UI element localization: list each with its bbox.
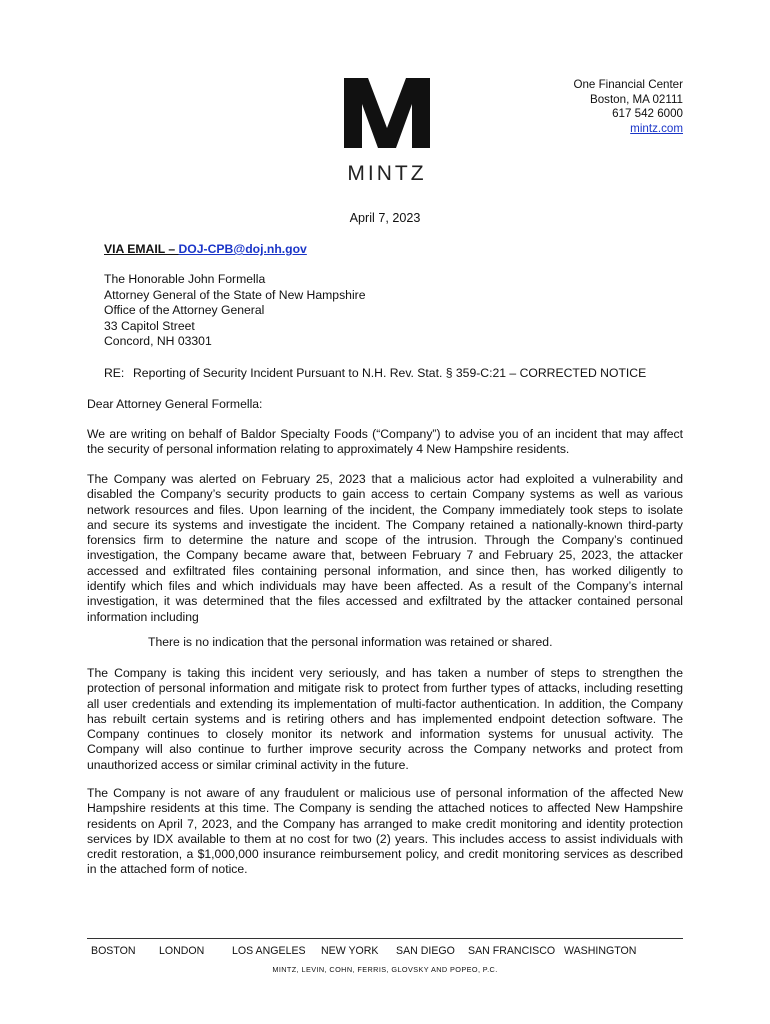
paragraph-line: forensics firm to determine the nature and scope of the intrusion. Through the Company’s continued — [87, 533, 683, 548]
website-link[interactable]: mintz.com — [630, 121, 683, 135]
paragraph-line: protection of personal information and mitigate risk to protect from further types of attacks, including resetting — [87, 681, 683, 696]
re-text: Reporting of Security Incident Pursuant to N.H. Rev. Stat. § 359-C:21 – CORRECTED NOTICE — [133, 366, 647, 380]
paragraph-line: services by IDX available to them at no cost for two (2) years. This includes access to assist individuals with — [87, 831, 683, 846]
recipient-line: Concord, NH 03301 — [104, 334, 212, 349]
paragraph-line: Company will also continue to further improve security across the Company networks and protect from — [87, 742, 683, 757]
address-line: One Financial Center — [573, 78, 683, 91]
footer-divider — [87, 938, 683, 939]
paragraph-line: accessed and exfiltrated files containing personal information, and since then, has worked diligently to — [87, 563, 683, 578]
office-city: SAN DIEGO — [396, 945, 455, 957]
paragraph-line: all user credentials and extending its implementation of multi-factor authentication. In addition, the Company — [87, 696, 683, 711]
recipient-line: The Honorable John Formella — [104, 272, 266, 286]
recipient-line: 33 Capitol Street — [104, 318, 195, 333]
via-email-label: VIA EMAIL – — [104, 242, 179, 256]
paragraph-line: unauthorized access or similar criminal activity in the future. — [87, 757, 409, 772]
subject-line — [104, 366, 646, 382]
paragraph-line: credit restoration, a $1,000,000 insurance reimbursement policy, and credit monitoring services as described — [87, 847, 683, 862]
firm-name: MINTZ — [347, 162, 427, 185]
indented-statement: There is no indication that the personal information was retained or shared. — [148, 635, 553, 649]
paragraph-line: has rebuilt certain systems and is retiring others and has implemented endpoint detection software. The — [87, 711, 683, 726]
paragraph-line: in the attached form of notice. — [87, 862, 248, 877]
paragraph-line: The Company is not aware of any fraudulent or malicious use of personal information of the affected New — [87, 786, 683, 800]
paragraph-line: and secure its systems and investigate the incident. The Company retained a nationally-known third-party — [87, 517, 683, 532]
office-city: SAN FRANCISCO — [468, 945, 556, 957]
paragraph-line: Hampshire residents at this time. The Company is sending the attached notices to affected New Hampshire — [87, 801, 683, 816]
salutation: Dear Attorney General Formella: — [87, 397, 263, 411]
paragraph-line: identify which files and which individuals may have been affected. As a result of the Company’s internal — [87, 579, 683, 594]
body-paragraph — [87, 427, 683, 458]
paragraph-line: The Company is taking this incident very seriously, and has taken a number of steps to strengthen the — [87, 666, 683, 680]
paragraph-line: investigation, the Company became aware that, between February 7 and February 25, 2023, the attacker — [87, 548, 683, 563]
paragraph-line: We are writing on behalf of Baldor Specialty Foods (“Company”) to advise you of an incident that may affect — [87, 427, 683, 441]
office-city: BOSTON — [91, 945, 136, 957]
body-paragraph — [87, 786, 683, 878]
body-paragraph — [87, 666, 683, 773]
office-city: LOS ANGELES — [232, 945, 306, 957]
office-city: WASHINGTON — [564, 945, 637, 957]
paragraph-line: the security of personal information relating to approximately 4 New Hampshire residents. — [87, 442, 570, 457]
office-city: NEW YORK — [321, 945, 379, 957]
paragraph-line: disabled the Company’s security products to gain access to certain Company systems as well as various — [87, 487, 683, 502]
body-paragraph — [87, 472, 683, 625]
paragraph-line: network resources and files. Upon learning of the incident, the Company immediately took steps to isolate — [87, 502, 683, 517]
m-logo-icon — [344, 78, 430, 148]
firm-address — [480, 78, 683, 136]
phone-number: 617 542 6000 — [612, 107, 683, 120]
recipient-line: Office of the Attorney General — [104, 303, 265, 318]
re-label: RE: — [104, 366, 125, 380]
paragraph-line: information including — [87, 609, 199, 624]
paragraph-line: residents on April 7, 2023, and the Company has arranged to make credit monitoring and identity protection — [87, 816, 683, 831]
email-link[interactable]: DOJ-CPB@doj.nh.gov — [178, 242, 307, 256]
recipient-address — [104, 272, 365, 350]
paragraph-line: Company continues to closely monitor its network and information systems for unusual activity. The — [87, 727, 683, 742]
letter-date: April 7, 2023 — [349, 211, 421, 225]
recipient-line: Attorney General of the State of New Hampshire — [104, 287, 366, 302]
office-locations — [87, 945, 683, 959]
delivery-method — [104, 241, 307, 257]
firm-legal-name: MINTZ, LEVIN, COHN, FERRIS, GLOVSKY AND POPEO, P.C. — [272, 965, 498, 974]
office-city: LONDON — [159, 945, 205, 957]
paragraph-line: The Company was alerted on February 25, 2023 that a malicious actor had exploited a vulnerability and — [87, 472, 683, 486]
address-line: Boston, MA 02111 — [589, 92, 683, 106]
paragraph-line: investigation, it was determined that the files accessed and exfiltrated by the attacker contained personal — [87, 594, 683, 609]
